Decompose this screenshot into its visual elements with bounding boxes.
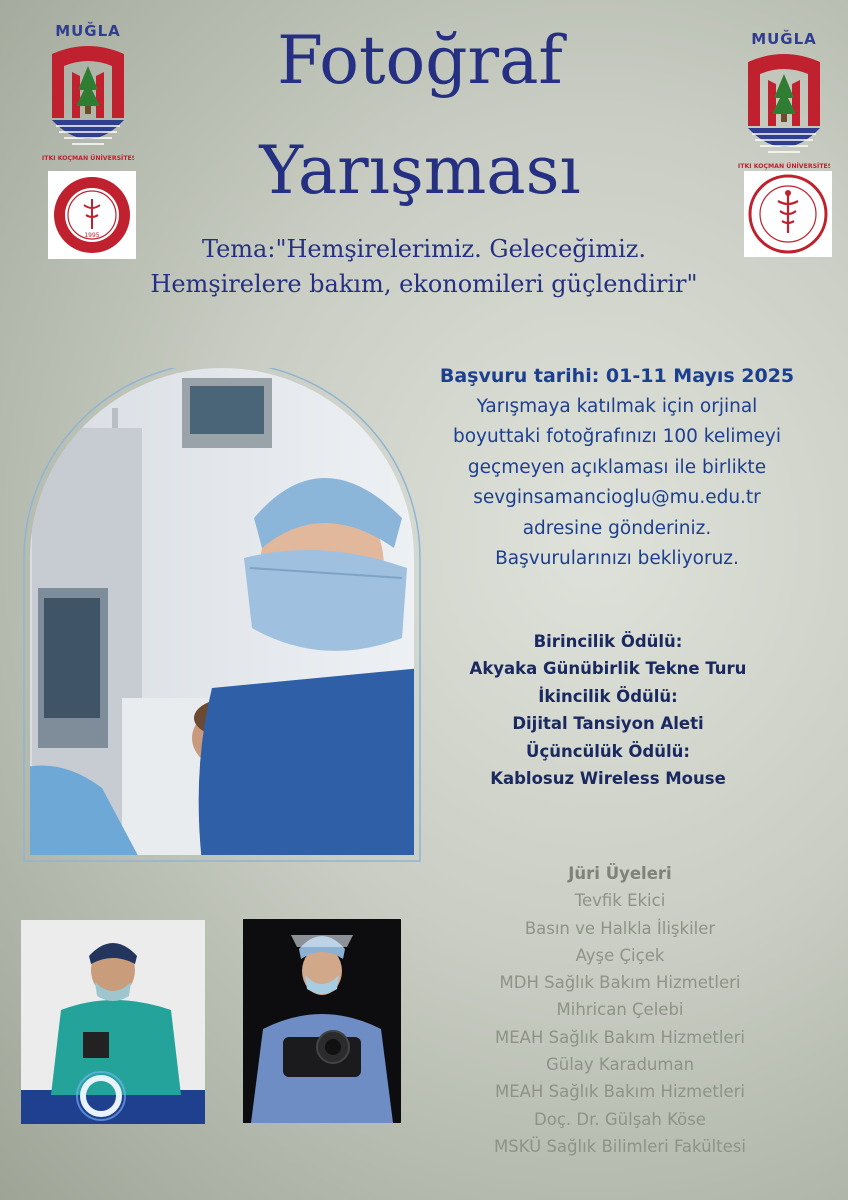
ministry-seal-icon: [744, 171, 832, 257]
main-photo-frame: [22, 368, 422, 863]
info-line: adresine gönderiniz.: [522, 517, 712, 539]
prize-second-label: İkincilik Ödülü:: [538, 686, 678, 706]
university-name-text: MUĞLA: [55, 22, 121, 40]
theme-line1: Tema:"Hemşirelerimiz. Geleceğimiz.: [201, 235, 647, 263]
application-date: Başvuru tarihi: 01-11 Mayıs 2025: [439, 365, 795, 387]
jury-member: MEAH Sağlık Bakım Hizmetleri: [495, 1027, 745, 1047]
jury-member: Gülay Karaduman: [545, 1055, 695, 1075]
hospital-seal-icon: [48, 171, 136, 259]
info-line: boyuttaki fotoğrafınızı 100 kelimeyi: [452, 426, 782, 447]
info-line: Yarışmaya katılmak için orjinal: [476, 395, 758, 417]
jury-member: MEAH Sağlık Bakım Hizmetleri: [495, 1082, 745, 1102]
theme-line2: Hemşirelere bakım, ekonomileri güçlendirir": [150, 269, 698, 298]
hospital-logo: [48, 171, 136, 259]
jury-member: Basın ve Halkla İlişkiler: [524, 918, 716, 938]
poster-title-line2: Yarışması: [259, 132, 581, 209]
university-emblem-icon: [738, 26, 830, 171]
jury-list: [430, 860, 810, 1160]
jury-member: MSKÜ Sağlık Bilimleri Fakültesi: [494, 1136, 746, 1156]
contact-email[interactable]: sevginsamancioglu@mu.edu.tr: [473, 487, 761, 508]
hospital-year-text: 1995: [84, 232, 100, 239]
ministry-logo: [744, 171, 832, 257]
photographer-photo-1: [21, 920, 205, 1124]
jury-member: Ayşe Çiçek: [575, 945, 665, 965]
jury-member: MDH Sağlık Bakım Hizmetleri: [499, 973, 741, 993]
university-emblem-icon: [42, 18, 134, 163]
photographer-camera-image: [243, 919, 401, 1123]
jury-heading: Jüri Üyeleri: [568, 864, 672, 883]
university-ring-text: SITKI KOÇMAN ÜNİVERSİTESİ: [738, 163, 830, 170]
info-line: geçmeyen açıklaması ile birlikte: [467, 456, 767, 478]
university-name-text: MUĞLA: [751, 30, 817, 48]
prize-second-value: Dijital Tansiyon Aleti: [512, 714, 704, 734]
jury-member: Doç. Dr. Gülşah Köse: [534, 1109, 706, 1129]
photographer-ringlight-image: [21, 920, 205, 1124]
university-ring-text: SITKI KOÇMAN ÜNİVERSİTESİ: [42, 155, 134, 162]
university-logo-right: [738, 26, 830, 171]
poster-title-line1: Fotoğraf: [277, 22, 563, 99]
prizes-list: [418, 628, 798, 792]
jury-member: Tevfik Ekici: [574, 891, 666, 911]
prize-third-value: Kablosuz Wireless Mouse: [490, 769, 726, 789]
application-info: [402, 361, 832, 575]
prize-third-label: Üçüncülük Ödülü:: [526, 741, 690, 761]
prize-first-label: Birincilik Ödülü:: [533, 632, 683, 651]
photographer-photo-2: [243, 919, 401, 1123]
info-line: Başvurularınızı bekliyoruz.: [495, 548, 739, 569]
nurse-photo-image: [22, 368, 422, 863]
prize-first-value: Akyaka Günübirlik Tekne Turu: [469, 659, 747, 679]
jury-member: Mihrican Çelebi: [556, 1000, 684, 1020]
university-logo-left: [42, 18, 134, 163]
theme-text: [14, 232, 834, 302]
